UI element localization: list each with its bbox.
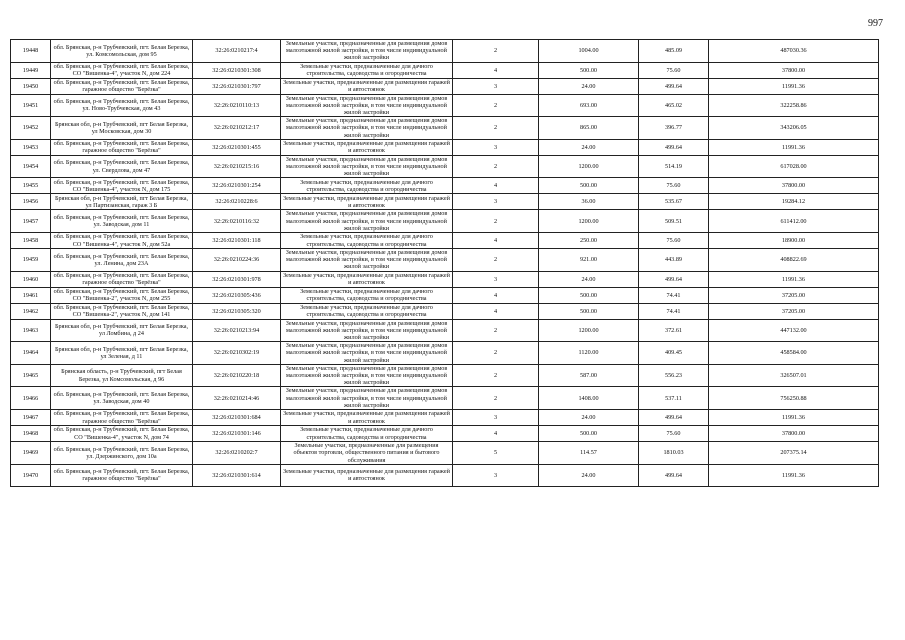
record-number: 19448	[11, 40, 51, 63]
group-cell: 2	[453, 319, 539, 342]
table-row	[11, 233, 879, 249]
group-cell: 2	[453, 94, 539, 117]
area-cell: 1200.00	[539, 210, 639, 233]
record-number: 19453	[11, 139, 51, 155]
land-use-cell: Земельные участки, предназначенные для размещения гаражей и автостоянок	[281, 410, 453, 426]
land-use-cell: Земельные участки, предназначенные для размещения гаражей и автостоянок	[281, 78, 453, 94]
land-use-cell: Земельные участки, предназначенные для дачного строительства, садоводства и огородничества	[281, 233, 453, 249]
area-cell: 500.00	[539, 303, 639, 319]
address-cell: обл. Брянская, р-н Трубчевский, пгт. Белая Березка, гаражное общество "Берёзка"	[51, 410, 193, 426]
land-use-cell: Земельные участки, предназначенные для размещения гаражей и автостоянок	[281, 464, 453, 486]
cadastral-value-cell: 343206.05	[709, 117, 879, 140]
group-cell: 3	[453, 194, 539, 210]
specific-value-cell: 74.41	[639, 287, 709, 303]
cadastral-number-cell: 32:26:0210228:6	[193, 194, 281, 210]
cadastral-number-cell: 32:26:0210301:614	[193, 464, 281, 486]
table-row	[11, 442, 879, 465]
address-cell: обл. Брянская, р-н Трубчевский, пгт. Белая Березка, СО "Вишенка-4", участок N, дом 74	[51, 426, 193, 442]
specific-value-cell: 499.64	[639, 410, 709, 426]
cadastral-value-cell: 408822.69	[709, 249, 879, 272]
area-cell: 24.00	[539, 464, 639, 486]
group-cell: 4	[453, 287, 539, 303]
cadastral-number-cell: 32:26:0210213:94	[193, 319, 281, 342]
specific-value-cell: 75.60	[639, 233, 709, 249]
cadastral-value-cell: 37800.00	[709, 62, 879, 78]
area-cell: 500.00	[539, 178, 639, 194]
table-row	[11, 426, 879, 442]
cadastral-value-cell: 322258.86	[709, 94, 879, 117]
cadastral-value-cell: 447132.00	[709, 319, 879, 342]
address-cell: обл. Брянская, р-н Трубчевский, пгт. Белая Березка, гаражное общество "Берёзка"	[51, 78, 193, 94]
area-cell: 500.00	[539, 62, 639, 78]
specific-value-cell: 75.60	[639, 62, 709, 78]
cadastral-number-cell: 32:26:0210302:19	[193, 342, 281, 365]
address-cell: обл. Брянская, р-н Трубчевский, пгт. Белая Березка, гаражное общество "Берёзка"	[51, 271, 193, 287]
table-row	[11, 287, 879, 303]
cadastral-value-cell: 37800.00	[709, 178, 879, 194]
specific-value-cell: 499.64	[639, 78, 709, 94]
cadastral-value-cell: 37205.00	[709, 287, 879, 303]
land-use-cell: Земельные участки, предназначенные для дачного строительства, садоводства и огородничества	[281, 62, 453, 78]
address-cell: обл. Брянская, р-н Трубчевский, пгт. Белая Березка, ул. Дзержинского, дом 10а	[51, 442, 193, 465]
cadastral-number-cell: 32:26:0210212:17	[193, 117, 281, 140]
area-cell: 693.00	[539, 94, 639, 117]
address-cell: Брянская область, р-н Трубчевский, пгт Белая Березка, ул Комсомольская, д 96	[51, 364, 193, 387]
cadastral-number-cell: 32:26:0210305:436	[193, 287, 281, 303]
address-cell: обл. Брянская, р-н Трубчевский, пгт. Белая Березка, СО "Вишенка-2", участок N, дом 141	[51, 303, 193, 319]
group-cell: 2	[453, 387, 539, 410]
land-use-cell: Земельные участки, предназначенные для дачного строительства, садоводства и огородничества	[281, 178, 453, 194]
record-number: 19451	[11, 94, 51, 117]
record-number: 19454	[11, 155, 51, 178]
record-number: 19467	[11, 410, 51, 426]
address-cell: обл. Брянская, р-н Трубчевский, пгт. Белая Березка, СО "Вишенка-4", участок N, дом 175	[51, 178, 193, 194]
address-cell: обл. Брянская, р-н Трубчевский, пгт. Белая Березка, СО "Вишенка-2", участок N, дом 255	[51, 287, 193, 303]
area-cell: 1200.00	[539, 155, 639, 178]
table-row	[11, 139, 879, 155]
cadastral-value-table	[10, 39, 879, 487]
cadastral-number-cell: 32:26:0210301:797	[193, 78, 281, 94]
table-row	[11, 319, 879, 342]
land-use-cell: Земельные участки, предназначенные для дачного строительства, садоводства и огородничества	[281, 426, 453, 442]
land-use-cell: Земельные участки, предназначенные для размещения гаражей и автостоянок	[281, 271, 453, 287]
specific-value-cell: 75.60	[639, 426, 709, 442]
group-cell: 5	[453, 442, 539, 465]
cadastral-number-cell: 32:26:0210116:32	[193, 210, 281, 233]
land-use-cell: Земельные участки, предназначенные для размещения объектов торговли, общественного питания и бытового обслуживания	[281, 442, 453, 465]
cadastral-value-cell: 756250.88	[709, 387, 879, 410]
land-use-cell: Земельные участки, предназначенные для размещения домов малоэтажной жилой застройки, в том числе индивидуальной жилой застройки	[281, 364, 453, 387]
cadastral-value-cell: 11991.36	[709, 78, 879, 94]
area-cell: 1004.00	[539, 40, 639, 63]
group-cell: 3	[453, 78, 539, 94]
cadastral-value-cell: 611412.00	[709, 210, 879, 233]
record-number: 19462	[11, 303, 51, 319]
cadastral-number-cell: 32:26:0210202:7	[193, 442, 281, 465]
record-number: 19469	[11, 442, 51, 465]
cadastral-value-cell: 37800.00	[709, 426, 879, 442]
table-row	[11, 464, 879, 486]
cadastral-value-cell: 326507.01	[709, 364, 879, 387]
cadastral-number-cell: 32:26:0210217:4	[193, 40, 281, 63]
table-row	[11, 364, 879, 387]
cadastral-value-cell: 11991.36	[709, 464, 879, 486]
cadastral-number-cell: 32:26:0210214:46	[193, 387, 281, 410]
specific-value-cell: 499.64	[639, 464, 709, 486]
page-number: 997	[868, 18, 883, 29]
record-number: 19458	[11, 233, 51, 249]
table-row	[11, 62, 879, 78]
cadastral-value-cell: 487030.36	[709, 40, 879, 63]
land-use-cell: Земельные участки, предназначенные для размещения домов малоэтажной жилой застройки, в том числе индивидуальной жилой застройки	[281, 342, 453, 365]
record-number: 19464	[11, 342, 51, 365]
land-use-cell: Земельные участки, предназначенные для дачного строительства, садоводства и огородничества	[281, 303, 453, 319]
cadastral-value-cell: 11991.36	[709, 271, 879, 287]
cadastral-value-cell: 11991.36	[709, 410, 879, 426]
specific-value-cell: 556.23	[639, 364, 709, 387]
address-cell: обл. Брянская, р-н Трубчевский, пгт. Белая Березка, ул. Свердлова, дом 47	[51, 155, 193, 178]
group-cell: 2	[453, 342, 539, 365]
cadastral-value-cell: 37205.00	[709, 303, 879, 319]
record-number: 19463	[11, 319, 51, 342]
specific-value-cell: 537.11	[639, 387, 709, 410]
address-cell: Брянская обл, р-н Трубчевский, пгт Белая Березка, ул Московская, дом 30	[51, 117, 193, 140]
land-use-cell: Земельные участки, предназначенные для размещения домов малоэтажной жилой застройки, в том числе индивидуальной жилой застройки	[281, 319, 453, 342]
specific-value-cell: 509.51	[639, 210, 709, 233]
cadastral-value-cell: 18900.00	[709, 233, 879, 249]
area-cell: 250.00	[539, 233, 639, 249]
area-cell: 587.00	[539, 364, 639, 387]
table-row	[11, 303, 879, 319]
record-number: 19450	[11, 78, 51, 94]
cadastral-number-cell: 32:26:0210301:118	[193, 233, 281, 249]
group-cell: 4	[453, 303, 539, 319]
group-cell: 4	[453, 233, 539, 249]
table-row	[11, 410, 879, 426]
area-cell: 36.00	[539, 194, 639, 210]
cadastral-number-cell: 32:26:0210301:455	[193, 139, 281, 155]
specific-value-cell: 409.45	[639, 342, 709, 365]
cadastral-value-cell: 19284.12	[709, 194, 879, 210]
address-cell: Брянская обл, р-н Трубчевский, пгт Белая Березка, ул Зеленая, д 11	[51, 342, 193, 365]
record-number: 19459	[11, 249, 51, 272]
address-cell: Брянская обл, р-н Трубчевский, пгт Белая Березка, ул Партизанская, гараж 3 Б	[51, 194, 193, 210]
land-use-cell: Земельные участки, предназначенные для размещения домов малоэтажной жилой застройки, в том числе индивидуальной жилой застройки	[281, 155, 453, 178]
record-number: 19465	[11, 364, 51, 387]
specific-value-cell: 74.41	[639, 303, 709, 319]
cadastral-number-cell: 32:26:0210110:13	[193, 94, 281, 117]
address-cell: Брянская обл, р-н Трубчевский, пгт Белая Березка, ул Ломбина, д 24	[51, 319, 193, 342]
group-cell: 2	[453, 117, 539, 140]
table-row	[11, 342, 879, 365]
table-row	[11, 40, 879, 63]
record-number: 19455	[11, 178, 51, 194]
group-cell: 3	[453, 464, 539, 486]
address-cell: обл. Брянская, р-н Трубчевский, пгт. Белая Березка, ул. Комсомольская, дом 95	[51, 40, 193, 63]
cadastral-number-cell: 32:26:0210305:320	[193, 303, 281, 319]
cadastral-number-cell: 32:26:0210301:308	[193, 62, 281, 78]
specific-value-cell: 465.02	[639, 94, 709, 117]
group-cell: 2	[453, 155, 539, 178]
record-number: 19461	[11, 287, 51, 303]
land-use-cell: Земельные участки, предназначенные для размещения гаражей и автостоянок	[281, 139, 453, 155]
group-cell: 2	[453, 364, 539, 387]
land-use-cell: Земельные участки, предназначенные для размещения домов малоэтажной жилой застройки, в том числе индивидуальной жилой застройки	[281, 387, 453, 410]
land-use-cell: Земельные участки, предназначенные для размещения домов малоэтажной жилой застройки, в том числе индивидуальной жилой застройки	[281, 94, 453, 117]
specific-value-cell: 396.77	[639, 117, 709, 140]
record-number: 19456	[11, 194, 51, 210]
cadastral-number-cell: 32:26:0210220:18	[193, 364, 281, 387]
land-use-cell: Земельные участки, предназначенные для размещения домов малоэтажной жилой застройки, в том числе индивидуальной жилой застройки	[281, 249, 453, 272]
area-cell: 1120.00	[539, 342, 639, 365]
group-cell: 4	[453, 426, 539, 442]
cadastral-number-cell: 32:26:0210224:36	[193, 249, 281, 272]
group-cell: 2	[453, 249, 539, 272]
cadastral-number-cell: 32:26:0210301:146	[193, 426, 281, 442]
cadastral-number-cell: 32:26:0210301:978	[193, 271, 281, 287]
record-number: 19470	[11, 464, 51, 486]
table-row	[11, 178, 879, 194]
area-cell: 921.00	[539, 249, 639, 272]
address-cell: обл. Брянская, р-н Трубчевский, пгт. Белая Березка, гаражное общество "Берёзка"	[51, 464, 193, 486]
land-use-cell: Земельные участки, предназначенные для размещения домов малоэтажной жилой застройки, в том числе индивидуальной жилой застройки	[281, 117, 453, 140]
cadastral-value-cell: 11991.36	[709, 139, 879, 155]
specific-value-cell: 499.64	[639, 271, 709, 287]
record-number: 19466	[11, 387, 51, 410]
table-row	[11, 387, 879, 410]
land-use-cell: Земельные участки, предназначенные для размещения домов малоэтажной жилой застройки, в том числе индивидуальной жилой застройки	[281, 40, 453, 63]
specific-value-cell: 372.61	[639, 319, 709, 342]
area-cell: 114.57	[539, 442, 639, 465]
specific-value-cell: 535.67	[639, 194, 709, 210]
specific-value-cell: 75.60	[639, 178, 709, 194]
record-number: 19449	[11, 62, 51, 78]
specific-value-cell: 485.09	[639, 40, 709, 63]
cadastral-value-cell: 458584.00	[709, 342, 879, 365]
cadastral-value-cell: 617028.00	[709, 155, 879, 178]
table-row	[11, 155, 879, 178]
specific-value-cell: 514.19	[639, 155, 709, 178]
cadastral-number-cell: 32:26:0210301:684	[193, 410, 281, 426]
area-cell: 500.00	[539, 287, 639, 303]
address-cell: обл. Брянская, р-н Трубчевский, пгт. Белая Березка, СО "Вишенка-4", участок N, дом 224	[51, 62, 193, 78]
area-cell: 500.00	[539, 426, 639, 442]
address-cell: обл. Брянская, р-н Трубчевский, пгт. Белая Березка, СО "Вишенка-4", участок N, дом 52а	[51, 233, 193, 249]
table-row	[11, 78, 879, 94]
land-use-cell: Земельные участки, предназначенные для размещения гаражей и автостоянок	[281, 194, 453, 210]
group-cell: 3	[453, 139, 539, 155]
area-cell: 865.00	[539, 117, 639, 140]
table-row	[11, 194, 879, 210]
group-cell: 3	[453, 410, 539, 426]
area-cell: 24.00	[539, 139, 639, 155]
area-cell: 1200.00	[539, 319, 639, 342]
cadastral-number-cell: 32:26:0210215:16	[193, 155, 281, 178]
address-cell: обл. Брянская, р-н Трубчевский, пгт. Белая Березка, ул. Ленина, дом 23А	[51, 249, 193, 272]
area-cell: 24.00	[539, 271, 639, 287]
area-cell: 24.00	[539, 410, 639, 426]
land-use-cell: Земельные участки, предназначенные для дачного строительства, садоводства и огородничества	[281, 287, 453, 303]
group-cell: 4	[453, 62, 539, 78]
cadastral-number-cell: 32:26:0210301:254	[193, 178, 281, 194]
address-cell: обл. Брянская, р-н Трубчевский, пгт. Белая Березка, ул. Заводская, дом 11	[51, 210, 193, 233]
table-row	[11, 271, 879, 287]
record-number: 19452	[11, 117, 51, 140]
table-row	[11, 117, 879, 140]
group-cell: 4	[453, 178, 539, 194]
group-cell: 2	[453, 40, 539, 63]
record-number: 19457	[11, 210, 51, 233]
specific-value-cell: 1810.03	[639, 442, 709, 465]
group-cell: 2	[453, 210, 539, 233]
address-cell: обл. Брянская, р-н Трубчевский, пгт. Белая Березка, ул. Ново-Трубчевская, дом 43	[51, 94, 193, 117]
area-cell: 1408.00	[539, 387, 639, 410]
land-use-cell: Земельные участки, предназначенные для размещения домов малоэтажной жилой застройки, в том числе индивидуальной жилой застройки	[281, 210, 453, 233]
specific-value-cell: 443.89	[639, 249, 709, 272]
table-row	[11, 210, 879, 233]
specific-value-cell: 499.64	[639, 139, 709, 155]
table-row	[11, 249, 879, 272]
record-number: 19468	[11, 426, 51, 442]
record-number: 19460	[11, 271, 51, 287]
group-cell: 3	[453, 271, 539, 287]
area-cell: 24.00	[539, 78, 639, 94]
cadastral-value-cell: 207375.14	[709, 442, 879, 465]
table-row	[11, 94, 879, 117]
address-cell: обл. Брянская, р-н Трубчевский, пгт. Белая Березка, гаражное общество "Берёзка"	[51, 139, 193, 155]
address-cell: обл. Брянская, р-н Трубчевский, пгт. Белая Березка, ул. Заводская, дом 40	[51, 387, 193, 410]
